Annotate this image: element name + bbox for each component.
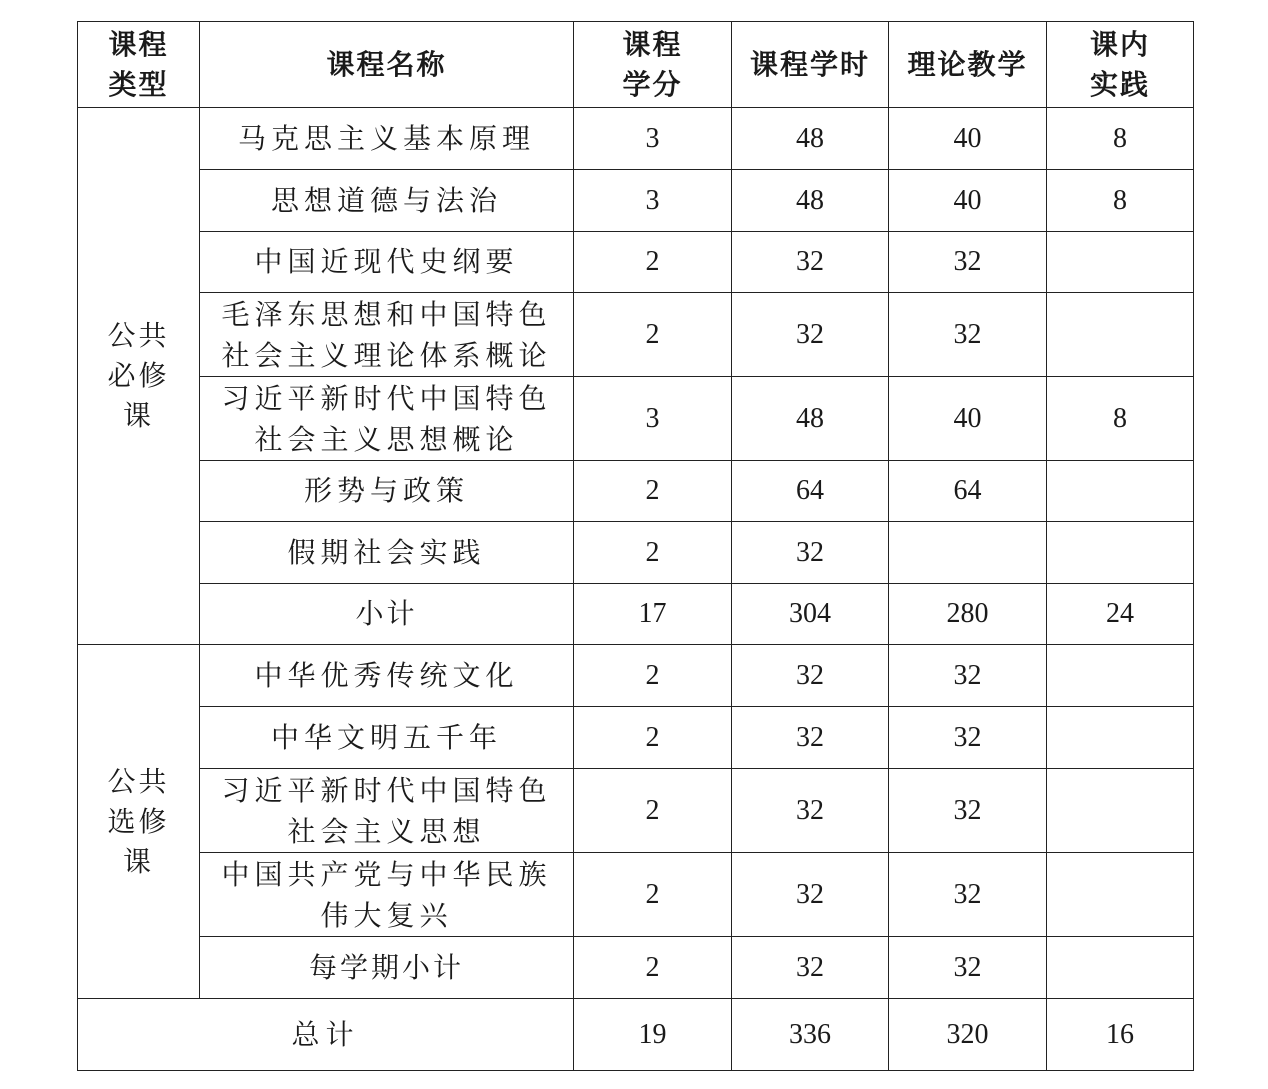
- subtotal-row: [78, 937, 1194, 999]
- credit-cell: 3: [574, 377, 732, 461]
- course-name: 中华文明五千年: [200, 707, 574, 769]
- credit-cell: 3: [574, 108, 732, 170]
- course-name: 假期社会实践: [200, 522, 574, 584]
- subtotal-label: 每学期小计: [200, 937, 574, 999]
- table-row: [78, 377, 1194, 461]
- practice-cell: 8: [1047, 377, 1194, 461]
- hours-cell: 32: [732, 293, 889, 377]
- course-table: [77, 21, 1194, 1071]
- subtotal-hours: 304: [732, 584, 889, 645]
- credit-cell: 2: [574, 461, 732, 522]
- course-name: 中华优秀传统文化: [200, 645, 574, 707]
- theory-cell: 32: [889, 707, 1047, 769]
- group-type-elective: 公共 选修 课: [78, 645, 200, 999]
- theory-cell: 40: [889, 108, 1047, 170]
- header-theory: 理论教学: [889, 22, 1047, 108]
- table-row: [78, 707, 1194, 769]
- theory-cell: 40: [889, 170, 1047, 232]
- theory-cell: 32: [889, 853, 1047, 937]
- practice-cell: [1047, 522, 1194, 584]
- practice-cell: [1047, 707, 1194, 769]
- total-practice: 16: [1047, 999, 1194, 1071]
- course-name: 思想道德与法治: [200, 170, 574, 232]
- course-name: 形势与政策: [200, 461, 574, 522]
- header-course-type: 课程 类型: [78, 22, 200, 108]
- credit-cell: 2: [574, 853, 732, 937]
- header-row: [78, 22, 1194, 108]
- theory-cell: 40: [889, 377, 1047, 461]
- subtotal-theory: 280: [889, 584, 1047, 645]
- header-practice: 课内 实践: [1047, 22, 1194, 108]
- hours-cell: 32: [732, 707, 889, 769]
- table-row: [78, 293, 1194, 377]
- subtotal-theory: 32: [889, 937, 1047, 999]
- theory-cell: 32: [889, 769, 1047, 853]
- course-name: 习近平新时代中国特色 社会主义思想: [200, 769, 574, 853]
- subtotal-credit: 2: [574, 937, 732, 999]
- group-type-required: 公共 必修 课: [78, 108, 200, 645]
- total-label: 总计: [78, 999, 574, 1071]
- header-course-name: 课程名称: [200, 22, 574, 108]
- credit-cell: 2: [574, 769, 732, 853]
- subtotal-practice: 24: [1047, 584, 1194, 645]
- credit-cell: 2: [574, 707, 732, 769]
- theory-cell: 32: [889, 645, 1047, 707]
- table-row: [78, 645, 1194, 707]
- credit-cell: 2: [574, 293, 732, 377]
- hours-cell: 32: [732, 522, 889, 584]
- practice-cell: 8: [1047, 108, 1194, 170]
- theory-cell: 32: [889, 293, 1047, 377]
- table-row: [78, 522, 1194, 584]
- course-name: 习近平新时代中国特色 社会主义思想概论: [200, 377, 574, 461]
- theory-cell: 64: [889, 461, 1047, 522]
- subtotal-hours: 32: [732, 937, 889, 999]
- subtotal-practice: [1047, 937, 1194, 999]
- practice-cell: [1047, 232, 1194, 293]
- table-row: [78, 461, 1194, 522]
- total-theory: 320: [889, 999, 1047, 1071]
- hours-cell: 48: [732, 170, 889, 232]
- subtotal-credit: 17: [574, 584, 732, 645]
- subtotal-row: [78, 584, 1194, 645]
- subtotal-label: 小计: [200, 584, 574, 645]
- hours-cell: 48: [732, 108, 889, 170]
- table-row: [78, 769, 1194, 853]
- credit-cell: 2: [574, 232, 732, 293]
- header-hours: 课程学时: [732, 22, 889, 108]
- course-name: 马克思主义基本原理: [200, 108, 574, 170]
- course-name: 毛泽东思想和中国特色 社会主义理论体系概论: [200, 293, 574, 377]
- theory-cell: [889, 522, 1047, 584]
- table-row: [78, 108, 1194, 170]
- table-row: [78, 232, 1194, 293]
- theory-cell: 32: [889, 232, 1047, 293]
- table-row: [78, 853, 1194, 937]
- practice-cell: 8: [1047, 170, 1194, 232]
- practice-cell: [1047, 461, 1194, 522]
- total-credit: 19: [574, 999, 732, 1071]
- hours-cell: 32: [732, 769, 889, 853]
- total-row: [78, 999, 1194, 1071]
- credit-cell: 2: [574, 645, 732, 707]
- hours-cell: 32: [732, 232, 889, 293]
- practice-cell: [1047, 645, 1194, 707]
- practice-cell: [1047, 853, 1194, 937]
- credit-cell: 3: [574, 170, 732, 232]
- hours-cell: 64: [732, 461, 889, 522]
- course-name: 中国共产党与中华民族 伟大复兴: [200, 853, 574, 937]
- hours-cell: 32: [732, 645, 889, 707]
- hours-cell: 32: [732, 853, 889, 937]
- credit-cell: 2: [574, 522, 732, 584]
- total-hours: 336: [732, 999, 889, 1071]
- table-row: [78, 170, 1194, 232]
- header-credit: 课程 学分: [574, 22, 732, 108]
- practice-cell: [1047, 769, 1194, 853]
- hours-cell: 48: [732, 377, 889, 461]
- practice-cell: [1047, 293, 1194, 377]
- course-name: 中国近现代史纲要: [200, 232, 574, 293]
